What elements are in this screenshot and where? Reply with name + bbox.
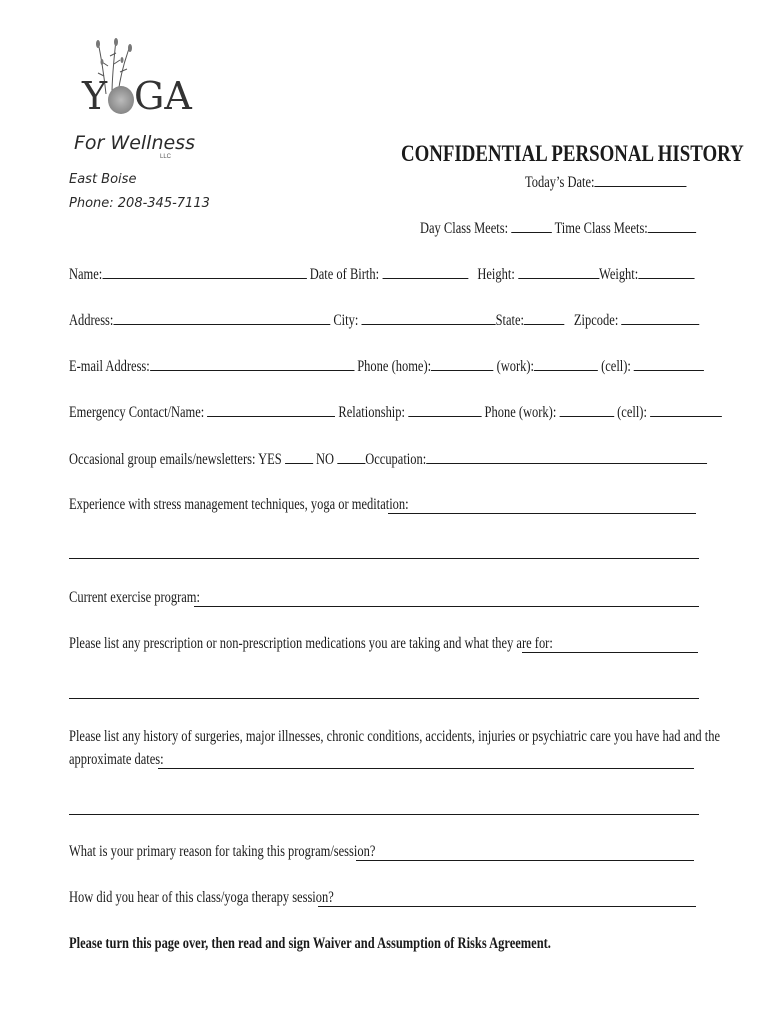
history-input[interactable] (158, 768, 694, 769)
history-question-line2: approximate dates: (69, 751, 164, 768)
history-input-line2[interactable] (69, 814, 699, 815)
experience-input-line2[interactable] (69, 558, 699, 559)
relationship-input[interactable] (408, 402, 481, 417)
phone-text: Phone: 208-345-7113 (69, 196, 210, 211)
city-input[interactable] (361, 310, 495, 325)
hear-input[interactable] (318, 906, 696, 907)
page-title: CONFIDENTIAL PERSONAL HISTORY (401, 141, 744, 166)
name-row: Name: Date of Birth: Height: Weight: (69, 264, 770, 285)
class-meets-row: Day Class Meets: Time Class Meets: (420, 218, 770, 239)
work-phone-input[interactable] (534, 356, 598, 371)
logo-ga: GA (134, 74, 192, 118)
email-input[interactable] (150, 356, 354, 371)
phone-home-input[interactable] (431, 356, 493, 371)
experience-question: Experience with stress management techniques, yoga or meditation: (69, 496, 409, 513)
emergency-cell-input[interactable] (650, 402, 722, 417)
medications-input-line2[interactable] (69, 698, 699, 699)
reason-question: What is your primary reason for taking this program/session? (69, 843, 376, 860)
emergency-work-input[interactable] (559, 402, 614, 417)
dob-input[interactable] (382, 264, 468, 279)
reason-input[interactable] (356, 860, 694, 861)
medications-input[interactable] (522, 652, 698, 653)
logo (68, 36, 195, 166)
exercise-input[interactable] (194, 606, 699, 607)
email-row: E-mail Address: Phone (home): (work): (cell): (69, 356, 770, 377)
emergency-name-input[interactable] (207, 402, 335, 417)
lotus-icon (108, 86, 134, 114)
history-question: Please list any history of surgeries, major illnesses, chronic conditions, accidents, injuries or psychiatric care you have had and the (69, 728, 720, 745)
exercise-question: Current exercise program: (69, 589, 200, 606)
weight-input[interactable] (638, 264, 694, 279)
newsletters-row: Occasional group emails/newsletters: YES NO Occupation: (69, 449, 770, 470)
height-input[interactable] (518, 264, 599, 279)
yes-input[interactable] (285, 449, 313, 464)
medications-question: Please list any prescription or non-prescription medications you are taking and what they are for: (69, 635, 553, 652)
footer-note: Please turn this page over, then read and sign Waiver and Assumption of Risks Agreement. (69, 935, 551, 952)
occupation-input[interactable] (426, 449, 707, 464)
name-input[interactable] (102, 264, 306, 279)
emergency-row: Emergency Contact/Name: Relationship: Phone (work): (cell): (69, 402, 770, 423)
logo-llc: LLC (160, 154, 172, 160)
todays-date-row: Today’s Date: (525, 172, 732, 193)
state-input[interactable] (524, 310, 565, 325)
address-input[interactable] (113, 310, 330, 325)
logo-y: Y (82, 74, 108, 118)
address-row: Address: City: State: Zipcode: (69, 310, 770, 331)
cell-phone-input[interactable] (634, 356, 704, 371)
zipcode-input[interactable] (621, 310, 699, 325)
experience-input[interactable] (388, 513, 696, 514)
logo-for-wellness: For Wellness (74, 132, 195, 154)
hear-question: How did you hear of this class/yoga therapy session? (69, 889, 334, 906)
location-text: East Boise (69, 172, 137, 187)
no-input[interactable] (337, 449, 365, 464)
